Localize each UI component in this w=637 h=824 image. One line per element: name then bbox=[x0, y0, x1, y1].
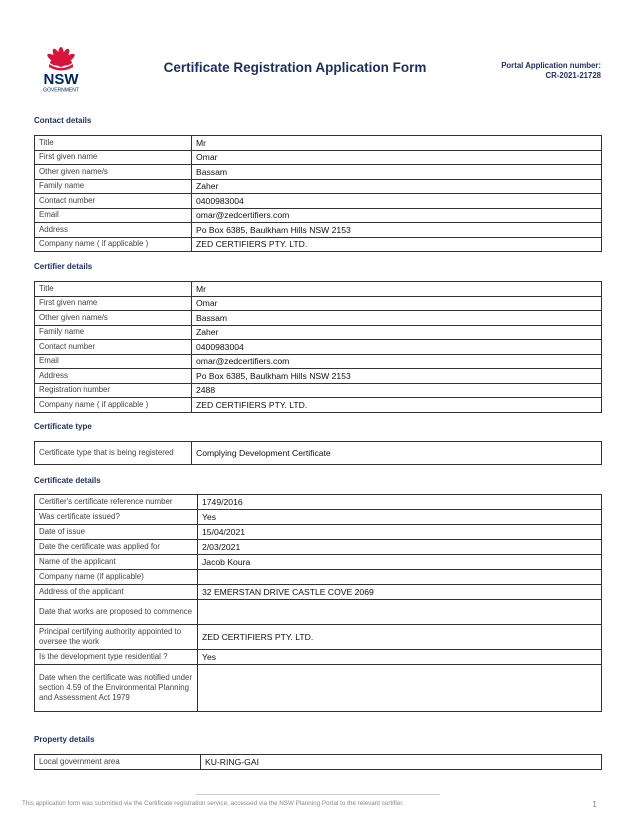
field-label: Email bbox=[35, 354, 192, 369]
field-value: Omar bbox=[192, 296, 602, 311]
table-row bbox=[35, 311, 602, 326]
field-label: Certificate type that is being registered bbox=[35, 442, 192, 465]
field-value: Zaher bbox=[192, 325, 602, 340]
field-label: Family name bbox=[35, 325, 192, 340]
table-row bbox=[35, 354, 602, 369]
field-value: 2/03/2021 bbox=[198, 540, 602, 555]
certificate-type-table bbox=[34, 441, 602, 465]
field-label: Registration number bbox=[35, 383, 192, 398]
field-label: Address bbox=[35, 223, 192, 238]
field-label: Title bbox=[35, 282, 192, 297]
field-value: ZED CERTIFIERS PTY. LTD. bbox=[192, 237, 602, 252]
field-value: Bassam bbox=[192, 165, 602, 180]
table-row bbox=[35, 510, 602, 525]
table-row bbox=[35, 398, 602, 413]
field-label: Address bbox=[35, 369, 192, 384]
field-label: Was certificate issued? bbox=[35, 510, 198, 525]
field-value: 2488 bbox=[192, 383, 602, 398]
table-row bbox=[35, 237, 602, 252]
footer-divider bbox=[196, 794, 440, 795]
certificate-details-heading: Certificate details bbox=[34, 476, 101, 485]
table-row bbox=[35, 650, 602, 665]
field-label: Name of the applicant bbox=[35, 555, 198, 570]
portal-number: CR-2021-21728 bbox=[545, 71, 601, 80]
table-row bbox=[35, 194, 602, 209]
table-row bbox=[35, 325, 602, 340]
table-row bbox=[35, 165, 602, 180]
field-label: Date of issue bbox=[35, 525, 198, 540]
field-label: Other given name/s bbox=[35, 311, 192, 326]
field-value: Omar bbox=[192, 150, 602, 165]
field-label: Other given name/s bbox=[35, 165, 192, 180]
table-row bbox=[35, 442, 602, 465]
footer-note: This application form was submitted via the Certificate registration service, accessed via the NSW Planning Portal to the relevant certifier. bbox=[22, 800, 404, 807]
portal-label: Portal Application number: bbox=[501, 61, 601, 70]
field-label: First given name bbox=[35, 150, 192, 165]
field-label: Company name ( if applicable ) bbox=[35, 237, 192, 252]
table-row bbox=[35, 625, 602, 650]
field-value bbox=[198, 665, 602, 712]
certifier-details-table bbox=[34, 281, 602, 413]
field-value: ZED CERTIFIERS PTY. LTD. bbox=[192, 398, 602, 413]
table-row bbox=[35, 665, 602, 712]
field-value: ZED CERTIFIERS PTY. LTD. bbox=[198, 625, 602, 650]
field-label: Company name ( if applicable ) bbox=[35, 398, 192, 413]
field-value: Yes bbox=[198, 510, 602, 525]
page-number: 1 bbox=[592, 799, 597, 809]
field-value: omar@zedcertifiers.com bbox=[192, 208, 602, 223]
field-value: omar@zedcertifiers.com bbox=[192, 354, 602, 369]
table-row bbox=[35, 540, 602, 555]
table-row bbox=[35, 555, 602, 570]
field-label: Email bbox=[35, 208, 192, 223]
field-value: 32 EMERSTAN DRIVE CASTLE COVE 2069 bbox=[198, 585, 602, 600]
certificate-type-heading: Certificate type bbox=[34, 422, 92, 431]
field-value: Po Box 6385, Baulkham Hills NSW 2153 bbox=[192, 223, 602, 238]
field-value: Zaher bbox=[192, 179, 602, 194]
table-row bbox=[35, 525, 602, 540]
field-label: Date the certificate was applied for bbox=[35, 540, 198, 555]
table-row bbox=[35, 223, 602, 238]
contact-details-heading: Contact details bbox=[34, 116, 92, 125]
field-value: Jacob Koura bbox=[198, 555, 602, 570]
table-row bbox=[35, 282, 602, 297]
field-value: Yes bbox=[198, 650, 602, 665]
field-value: Mr bbox=[192, 136, 602, 151]
field-value: 0400983004 bbox=[192, 194, 602, 209]
field-value: Po Box 6385, Baulkham Hills NSW 2153 bbox=[192, 369, 602, 384]
form-title: Certificate Registration Application Form bbox=[163, 60, 427, 75]
field-label: Title bbox=[35, 136, 192, 151]
field-label: Date when the certificate was notified under section 4.59 of the Environmental Planning and Assessment Act 1979 bbox=[35, 665, 198, 712]
table-row bbox=[35, 208, 602, 223]
field-label: Date that works are proposed to commence bbox=[35, 600, 198, 625]
table-row bbox=[35, 296, 602, 311]
field-label: Principal certifying authority appointed to oversee the work bbox=[35, 625, 198, 650]
field-label: Local government area bbox=[35, 755, 201, 770]
table-row bbox=[35, 340, 602, 355]
field-value: 0400983004 bbox=[192, 340, 602, 355]
table-row bbox=[35, 383, 602, 398]
logo-subtext: GOVERNMENT bbox=[43, 87, 79, 94]
table-row bbox=[35, 570, 602, 585]
field-label: Family name bbox=[35, 179, 192, 194]
field-label: Address of the applicant bbox=[35, 585, 198, 600]
table-row bbox=[35, 136, 602, 151]
field-label: Is the development type residential ? bbox=[35, 650, 198, 665]
field-value bbox=[198, 570, 602, 585]
certifier-details-heading: Certifier details bbox=[34, 262, 93, 271]
field-value: 15/04/2021 bbox=[198, 525, 602, 540]
field-label: Company name (if applicable) bbox=[35, 570, 198, 585]
contact-details-table bbox=[34, 135, 602, 252]
table-row bbox=[35, 150, 602, 165]
field-value: Complying Development Certificate bbox=[192, 442, 602, 465]
property-details-table bbox=[34, 754, 602, 770]
field-label: Contact number bbox=[35, 194, 192, 209]
table-row bbox=[35, 369, 602, 384]
field-label: Certifier's certificate reference number bbox=[35, 495, 198, 510]
field-value bbox=[198, 600, 602, 625]
table-row bbox=[35, 600, 602, 625]
property-details-heading: Property details bbox=[34, 735, 95, 744]
table-row bbox=[35, 495, 602, 510]
field-value: KU-RING-GAI bbox=[201, 755, 602, 770]
portal-application-number bbox=[501, 61, 601, 81]
field-value: 1749/2016 bbox=[198, 495, 602, 510]
field-value: Bassam bbox=[192, 311, 602, 326]
field-label: Contact number bbox=[35, 340, 192, 355]
table-row bbox=[35, 755, 602, 770]
logo-text: NSW bbox=[43, 71, 79, 88]
table-row bbox=[35, 179, 602, 194]
table-row bbox=[35, 585, 602, 600]
field-label: First given name bbox=[35, 296, 192, 311]
certificate-details-table bbox=[34, 494, 602, 712]
field-value: Mr bbox=[192, 282, 602, 297]
